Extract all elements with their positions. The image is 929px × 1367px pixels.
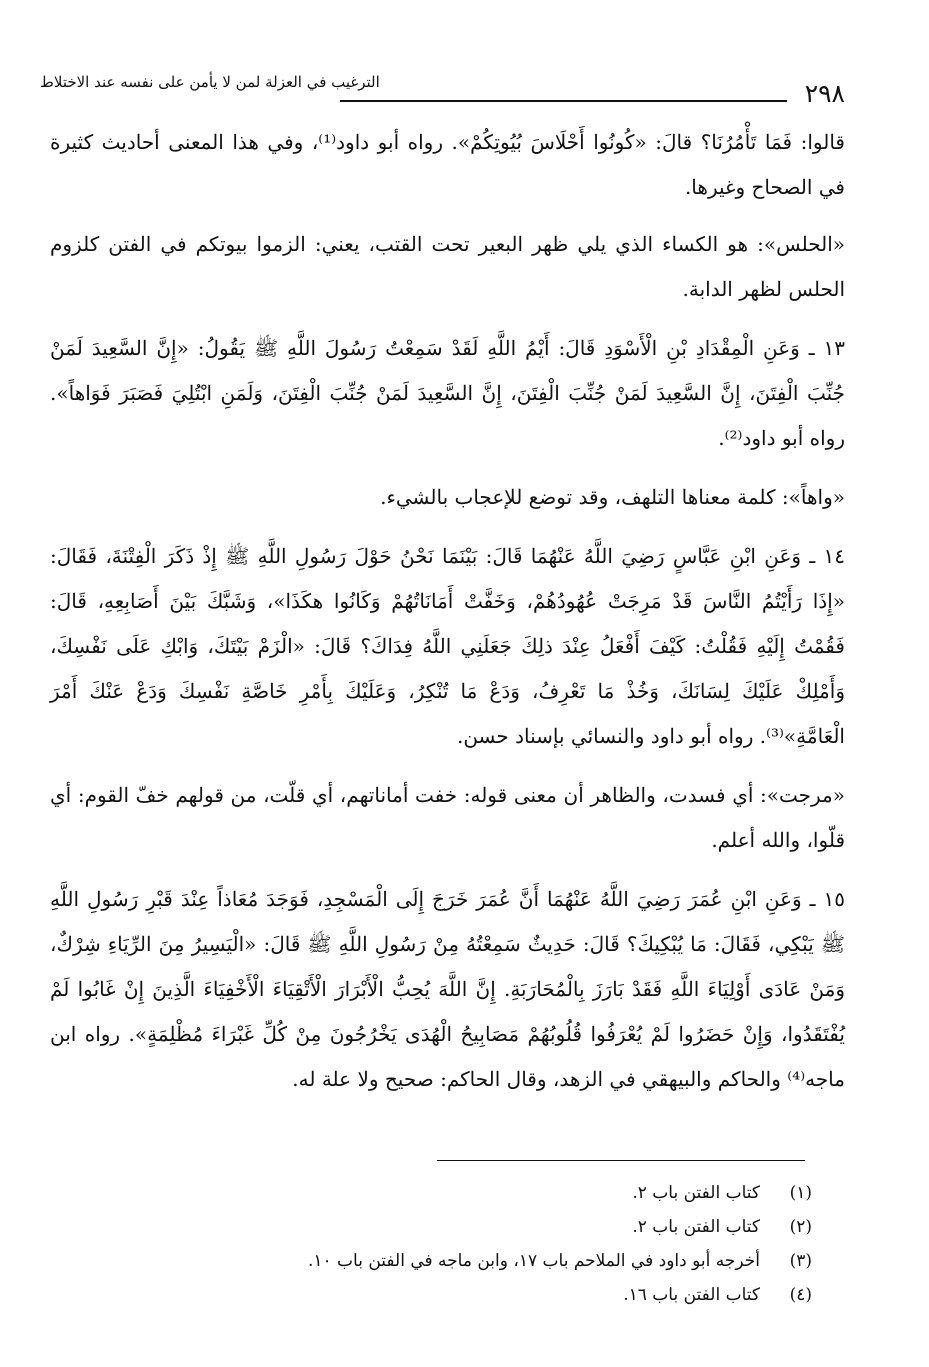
hadith-13: ١٣ ـ وَعَنِ الْمِقْدَادِ بْنِ الْأَسْوَدِ قَالَ: أَيْمُ اللَّهِ لَقَدْ سَمِعْتُ رَسُولَ اللَّهِ ﷺ يَقُولُ: «إِنَّ السَّعِيدَ لَمَنْ جُنِّبَ الْفِتَنَ، إِنَّ السَّعِيدَ لَمَنْ جُنِّبَ الْفِتَنَ، إِنَّ السَّعِيدَ لَمَنْ جُنِّبَ الْفِتَنَ، وَلَمَنِ ابْتُلِيَ فَصَبَرَ فَوَاهاً». رواه أبو داود⁽²⁾. [50,336,845,450]
main-text [50,120,845,1116]
running-title: الترغيب في العزلة لمن لا يأمن على نفسه عند الاختلاط [40,73,380,91]
footnote-item [160,1176,812,1210]
footnote-separator [437,1160,805,1161]
running-head [40,62,845,110]
footnote-number: (٣) [789,1251,812,1271]
footnote-number: (٤) [789,1285,812,1305]
footnote-number: (١) [789,1183,812,1203]
footnote-number: (٢) [789,1217,812,1237]
footnote-text: كتاب الفتن باب ٢. [632,1183,760,1203]
footnote-text: أخرجه أبو داود في الملاحم باب ١٧، وابن ماجه في الفتن باب ١٠. [307,1251,760,1271]
page-number: ٢٩٨ [804,79,845,108]
footnote-item [160,1244,812,1278]
footnote-text: كتاب الفتن باب ١٦. [623,1285,760,1305]
footnotes [160,1176,812,1312]
hadith-14: ١٤ ـ وَعَنِ ابْنِ عَبَّاسٍ رَضِيَ اللَّهُ عَنْهُمَا قَالَ: بَيْنَمَا نَحْنُ حَوْلَ رَسُولِ اللَّهِ ﷺ إِذْ ذَكَرَ الْفِتْنَةَ، فَقَالَ: «إِذَا رَأَيْتُمُ النَّاسَ قَدْ مَرِجَتْ عُهُودُهُمْ، وَخَفَّتْ أَمَانَاتُهُمْ وَكَانُوا هكَذَا»، وَشَبَّكَ بَيْنَ أَصَابِعِهِ، قَالَ: فَقُمْتُ إِلَيْهِ فَقُلْتُ: كَيْفَ أَفْعَلُ عِنْدَ ذلِكَ جَعَلَنِي اللَّهُ فِدَاكَ؟ قَالَ: «الْزَمْ بَيْتَكَ، وَابْكِ عَلَى نَفْسِكَ، وَأَمْلِكْ عَلَيْكَ لِسَانَكَ، وَخُذْ مَا تَعْرِفُ، وَدَعْ مَا تُنْكِرُ، وَعَلَيْكَ بِأَمْرِ خَاصَّةِ نَفْسِكَ وَدَعْ عَنْكَ أَمْرَ الْعَامَّةِ»⁽³⁾. رواه أبو داود والنسائي بإسناد حسن. [50,544,845,748]
header-rule [340,100,787,102]
paragraph-continuation: قالوا: فَمَا تَأْمُرُنَا؟ قالَ: «كُونُوا أَحْلَاسَ بُيُوتِكُمْ». رواه أبو داود⁽¹⁾، وفي هذا المعنى أحاديث كثيرة في الصحاح وغيرها. [50,130,845,199]
footnote-text: كتاب الفتن باب ٢. [632,1217,760,1237]
gloss-waha: «واهاً»: كلمة معناها التلهف، وقد توضع للإعجاب بالشيء. [380,485,845,509]
footnote-item [160,1210,812,1244]
gloss-marijat: «مرجت»: أي فسدت، والظاهر أن معنى قوله: خفت أماناتهم، أي قلّت، من قولهم خفّ القوم: أي قلّوا، والله أعلم. [50,783,845,852]
hadith-15: ١٥ ـ وَعَنِ ابْنِ عُمَرَ رَضِيَ اللَّهُ عَنْهُمَا أَنَّ عُمَرَ خَرَجَ إِلَى الْمَسْجِدِ، فَوَجَدَ مُعَاذاً عِنْدَ قَبْرِ رَسُولِ اللَّهِ ﷺ يَبْكِي، فَقَالَ: مَا يُبْكِيكَ؟ قَالَ: حَدِيثٌ سَمِعْتُهُ مِنْ رَسُولِ اللَّهِ ﷺ قَالَ: «الْيَسِيرُ مِنَ الرِّيَاءِ شِرْكٌ، وَمَنْ عَادَى أَوْلِيَاءَ اللَّهِ فَقَدْ بَارَزَ بِالْمُحَارَبَةِ. إِنَّ اللَّهَ يُحِبُّ الْأَبْرَارَ الْأَتْقِيَاءَ الْأَخْفِيَاءَ الَّذِينَ إِنْ غَابُوا لَمْ يُفْتَقَدُوا، وَإِنْ حَضَرُوا لَمْ يُعْرَفُوا قُلُوبُهُمْ مَصَابِيحُ الْهُدَى يَخْرُجُونَ مِنْ كُلِّ غَبْرَاءَ مُظْلِمَةٍ». رواه ابن ماجه⁽⁴⁾ والحاكم والبيهقي في الزهد، وقال الحاكم: صحيح ولا علة له. [50,887,845,1091]
footnote-item [160,1278,812,1312]
gloss-hils: «الحلس»: هو الكساء الذي يلي ظهر البعير تحت القتب، يعني: الزموا بيوتكم في الفتن كلزوم الحلس لظهر الدابة. [50,232,845,301]
